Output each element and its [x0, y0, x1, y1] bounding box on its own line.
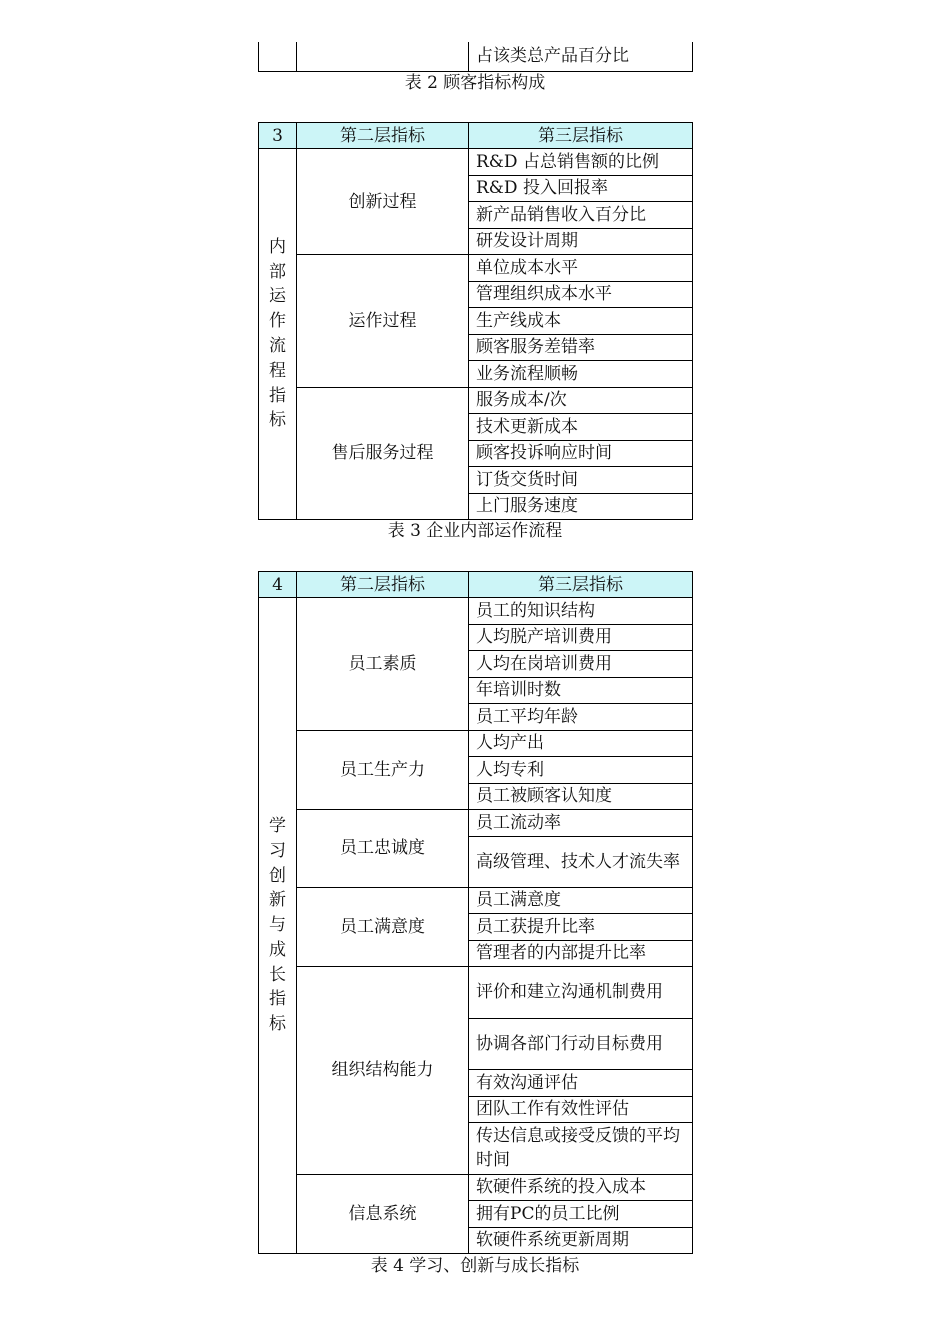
item-cell: 评价和建立沟通机制费用 — [469, 967, 693, 1019]
item-cell: 顾客投诉响应时间 — [469, 440, 693, 467]
item-cell: 生产线成本 — [469, 308, 693, 335]
table-row — [259, 1174, 693, 1201]
table-row — [259, 387, 693, 414]
item-cell: R&D 占总销售额的比例 — [469, 149, 693, 176]
category-cell — [259, 598, 297, 1254]
item-cell: 人均在岗培训费用 — [469, 651, 693, 678]
group-cell: 员工素质 — [297, 598, 469, 731]
item-cell: 有效沟通评估 — [469, 1070, 693, 1097]
group-cell: 组织结构能力 — [297, 967, 469, 1175]
item-cell: 软硬件系统的投入成本 — [469, 1174, 693, 1201]
table2-caption: 表 2 顾客指标构成 — [404, 73, 546, 93]
table-cell-empty — [297, 42, 469, 71]
item-cell: 年培训时数 — [469, 677, 693, 704]
table-header-row — [259, 572, 693, 598]
item-cell: 传达信息或接受反馈的平均时间 — [469, 1123, 693, 1175]
item-cell: 技术更新成本 — [469, 414, 693, 441]
level3-header: 第三层指标 — [469, 123, 693, 149]
group-cell: 创新过程 — [297, 149, 469, 255]
table-row — [259, 887, 693, 914]
item-cell: 拥有PC的员工比例 — [469, 1201, 693, 1228]
group-cell: 信息系统 — [297, 1174, 469, 1254]
table-row — [259, 149, 693, 176]
item-cell: 管理者的内部提升比率 — [469, 940, 693, 967]
group-cell: 运作过程 — [297, 255, 469, 388]
item-cell: 人均产出 — [469, 730, 693, 757]
item-cell: 服务成本/次 — [469, 387, 693, 414]
item-cell: 业务流程顺畅 — [469, 361, 693, 388]
table-row — [259, 255, 693, 282]
item-cell: 管理组织成本水平 — [469, 281, 693, 308]
item-cell: R&D 投入回报率 — [469, 175, 693, 202]
table-row — [259, 810, 693, 837]
group-cell: 售后服务过程 — [297, 387, 469, 520]
item-cell: 员工满意度 — [469, 887, 693, 914]
item-cell: 员工流动率 — [469, 810, 693, 837]
item-cell: 员工的知识结构 — [469, 598, 693, 625]
table2-tail — [258, 42, 693, 72]
level2-header: 第二层指标 — [297, 123, 469, 149]
item-cell: 顾客服务差错率 — [469, 334, 693, 361]
item-cell: 员工获提升比率 — [469, 914, 693, 941]
level2-header: 第二层指标 — [297, 572, 469, 598]
item-cell: 协调各部门行动目标费用 — [469, 1018, 693, 1070]
table3-caption: 表 3 企业内部运作流程 — [387, 521, 563, 541]
item-cell: 研发设计周期 — [469, 228, 693, 255]
group-cell: 员工忠诚度 — [297, 810, 469, 888]
table-row — [259, 730, 693, 757]
category-label: 学习创新与成长指标 — [269, 815, 286, 1035]
table-number-header: 3 — [259, 123, 297, 149]
table-cell-empty — [259, 42, 297, 71]
item-cell: 员工被顾客认知度 — [469, 783, 693, 810]
item-cell: 高级管理、技术人才流失率 — [469, 836, 693, 887]
item-cell: 员工平均年龄 — [469, 704, 693, 731]
table-header-row — [259, 123, 693, 149]
category-label: 内部运作流程指标 — [269, 236, 286, 431]
item-cell: 软硬件系统更新周期 — [469, 1227, 693, 1254]
table-row — [259, 967, 693, 1019]
item-cell: 订货交货时间 — [469, 467, 693, 494]
table-row — [259, 598, 693, 625]
group-cell: 员工生产力 — [297, 730, 469, 810]
item-cell: 团队工作有效性评估 — [469, 1096, 693, 1123]
level3-header: 第三层指标 — [469, 572, 693, 598]
item-cell: 上门服务速度 — [469, 493, 693, 520]
table3 — [258, 122, 693, 520]
table4-caption: 表 4 学习、创新与成长指标 — [370, 1256, 580, 1276]
table-number-header: 4 — [259, 572, 297, 598]
item-cell: 单位成本水平 — [469, 255, 693, 282]
item-cell: 新产品销售收入百分比 — [469, 202, 693, 229]
item-cell: 人均脱产培训费用 — [469, 624, 693, 651]
category-cell — [259, 149, 297, 520]
item-cell: 人均专利 — [469, 757, 693, 784]
table4 — [258, 571, 693, 1254]
group-cell: 员工满意度 — [297, 887, 469, 967]
table-cell: 占该类总产品百分比 — [469, 42, 693, 71]
